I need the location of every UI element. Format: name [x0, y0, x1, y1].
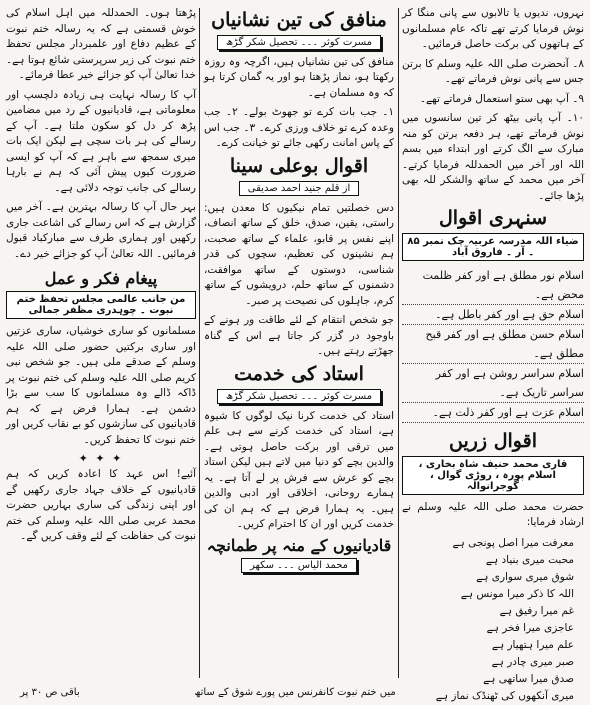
list-item: اللہ کا ذکر میرا مونس ہے	[460, 587, 574, 600]
intro-paragraph: ۱۰۔ آپ پانی بیٹھ کر تین سانسوں میں نوش فرماتے تھے، ہر دفعہ برتن کو منہ مبارک سے الگ کرتے اور ابتداء میں بسم اللہ اور آخر میں الحمدللہ فرمایا کرتے۔ آخر میں محمد کے ساتھ والشکر للہ بھی پڑھا جائے۔	[402, 112, 584, 202]
list-item: شوق میری سواری ہے	[476, 570, 574, 583]
list-item: صدق میرا ساتھی ہے	[483, 672, 574, 685]
golden-sayings-list	[402, 266, 584, 423]
article-paragraph: استاد کی خدمت کرنا نیک لوگوں کا شیوہ ہے، استاد کی خدمت کرنے سے ہی علم میں ترقی اور برکت حاصل ہوتی ہے۔ والدین بچے کو دنیا میں لاتے ہیں لیکن استاد بچے کو عرش سے فرش پر لے آتا ہے۔ یہ ہمارے روحانی، اخلاقی اور ادبی والدین ہیں۔ یہ ہمارا فرض ہے کہ ہم ان کی خدمت کریں اور ان کا احترام کریں۔	[204, 409, 394, 531]
letter-paragraph: آپ کا رسالہ نہایت ہی زیادہ دلچسپ اور معلوماتی ہے، قادیانیوں کے رد میں مضامین پڑھ کر دل کو سکون ملتا ہے۔ آپ کے رسالے کی ہر بات سچی ہے لیکن ایک بات میری سمجھ سے باہر ہے کہ آپ کو ایسی ضرورت کیوں پیش آئی کہ ہم نے بارہا رسالے کی جانب توجہ دلائی ہے۔	[6, 88, 196, 194]
gold-sayings-list	[412, 535, 574, 705]
left-column	[6, 6, 196, 680]
middle-column	[204, 6, 394, 680]
list-item: علم میرا ہتھیار ہے	[491, 638, 574, 651]
right-column	[402, 6, 584, 702]
teacher-byline: مسرت کوثر ۔۔۔ تحصیل شکر گڑھ	[217, 389, 381, 404]
avicenna-title: اقوال بوعلی سینا	[229, 154, 369, 177]
list-item: عاجزی میرا فخر ہے	[486, 621, 574, 634]
article-paragraph: منافق کی تین نشانیاں ہیں، اگرچہ وہ روزہ رکھتا ہو، نماز پڑھتا ہو اور یہ گمان کرتا ہو کہ وہ مسلمان ہے۔	[204, 55, 394, 99]
message-paragraph: مسلمانوں کو ساری خوشیاں، ساری عزتیں اور ساری برکتیں حضور صلی اللہ علیہ وسلم کے صدقے ملی ہیں۔ جو شخص نبی کریم صلی اللہ علیہ وسلم کی ختم نبوت پر ڈاکہ ڈالے وہ مسلمانوں کا سب سے بڑا دشمن ہے۔ ہمارا فرض ہے کہ ہم قادیانیوں کی سازشوں کو بے نقاب کریں اور ختم نبوت کا تحفظ کریں۔	[6, 325, 196, 446]
message-paragraph: آئیے! اس عہد کا اعادہ کریں کہ ہم قادیانیوں کے خلاف جہاد جاری رکھیں گے اور اپنی زندگی کی ساری بہاریں حضرت محمد عربی صلی اللہ علیہ وسلم کی ختم نبوت کی حفاظت کے لئے وقف کریں گے۔	[6, 468, 196, 543]
letter-paragraph: پڑھتا ہوں۔ الحمدللہ میں اہل اسلام کی خوش قسمتی ہے کہ یہ رسالہ ختم نبوت کے عظیم دفاع اور علمبردار مجلس تحفظ ختم نبوت کی زیر سرپرستی شائع ہوتا ہے۔ خدا تعالیٰ آپ کو جزائے خیر عطا فرمائے۔	[6, 7, 196, 81]
list-item: اسلام حسن مطلق ہے اور کفر قبح مطلق ہے۔	[402, 325, 584, 364]
intro-paragraph: ۸۔ آنحضرت صلی اللہ علیہ وسلم کا برتن جس سے پانی نوش فرماتے تھے۔	[402, 57, 584, 85]
middle-footer-line: میں ختم نبوت کانفرنس میں پورے شوق کے ساتھ	[194, 687, 396, 698]
list-item: معرفت میرا اصل پونجی ہے	[452, 536, 574, 549]
list-item: اسلام حق ہے اور کفر باطل ہے۔	[402, 305, 584, 325]
article-paragraph: جو شخص انتقام کے لئے طاقت ور ہونے کے باوجود در گزر کر جاتا ہے اس کے گناہ جھڑتے رہتے ہیں۔	[204, 314, 394, 358]
list-item: اسلام نور مطلق ہے اور کفر ظلمت محض ہے۔	[402, 266, 584, 305]
gold-sayings-title: اقوال زریں	[449, 429, 537, 452]
message-byline: من جانب عالمی مجلس تحفظ ختم نبوت ۔ چوہدری مظفر جمالی	[6, 291, 196, 319]
hypocrite-byline: مسرت کوثر ۔۔۔ تحصیل شکر گڑھ	[217, 35, 381, 50]
teacher-title: استاد کی خدمت	[234, 362, 364, 385]
avicenna-byline: از قلم جنید احمد صدیقی	[239, 181, 359, 196]
column-divider	[398, 8, 399, 678]
message-title: پیغام فکر و عمل	[44, 269, 158, 288]
list-item: غم میرا رفیق ہے	[499, 604, 574, 617]
article-paragraph: ۱۔ جب بات کرے تو جھوٹ بولے۔ ۲۔ جب وعدہ کرے تو خلاف ورزی کرے۔ ۳۔ جب اس کے پاس امانت رکھی جائے تو خیانت کرے۔	[204, 106, 395, 150]
list-item: محبت میری بنیاد ہے	[485, 553, 574, 566]
qadiani-byline: محمد الیاس ۔۔۔ سکھر	[241, 558, 357, 573]
golden-sayings-byline: ضیاء اللہ مدرسہ عربیہ چک نمبر ۸۵ ۔ آر ۔ فاروق آباد	[402, 233, 584, 261]
continued-note: باقی ص ۳۰ پر	[20, 687, 80, 698]
list-item: اسلام سراسر روشن ہے اور کفر سراسر تاریک ہے۔	[402, 364, 584, 403]
list-item: اسلام عزت ہے اور کفر ذلت ہے۔	[402, 403, 584, 423]
golden-sayings-title: سنہری اقوال	[438, 207, 548, 229]
intro-paragraph: نہروں، ندیوں یا تالابوں سے پانی منگا کر نوش فرمایا کرتے تھے تاکہ عام مسلمانوں کے ہاتھوں کی برکت حاصل فرمائیں۔	[402, 7, 584, 50]
column-divider	[199, 8, 200, 678]
intro-paragraph: ۹۔ آپ بھی ستو استعمال فرماتے تھے۔	[419, 92, 584, 105]
gold-sayings-byline: قاری محمد حنیف شاہ بخاری ، اسلام پورہ ، روڑی گوال ، گوجرانوالہ	[402, 456, 584, 495]
list-item: میری آنکھوں کی ٹھنڈک نماز ہے	[435, 689, 574, 702]
letter-paragraph: بہر حال آپ کا رسالہ بہترین ہے۔ آخر میں گزارش ہے کہ اس رسالے کی اشاعت جاری رکھیں اور ہماری طرف سے مبارکباد قبول فرمائیں۔ اللہ تعالیٰ آپ کو جزائے خیر دے۔	[6, 201, 196, 260]
qadiani-title: قادیانیوں کے منہ پر طمانچہ	[206, 535, 392, 555]
hypocrite-title: منافق کی تین نشانیاں	[211, 9, 387, 31]
list-item: صبر میری چادر ہے	[491, 655, 574, 668]
article-paragraph: دس خصلتیں تمام نیکیوں کا معدن ہیں: راستی، یقین، صدق، خلق کے ساتھ انصاف، اپنے نفس پر قابو، علماء کے ساتھ صحبت، ہم نشینوں کی تعظیم، سچوں کی قدر شناسی، دوستوں کے ساتھ موافقت، دشمنوں کے ساتھ حلم، درویشوں کے ساتھ کرم، جاہلوں کی نصیحت پر صبر۔	[204, 201, 394, 307]
gold-sayings-intro: حضرت محمد صلی اللہ علیہ وسلم نے ارشاد فرمایا:	[402, 500, 584, 529]
ornament-divider: ✦ ✦ ✦	[78, 452, 124, 466]
